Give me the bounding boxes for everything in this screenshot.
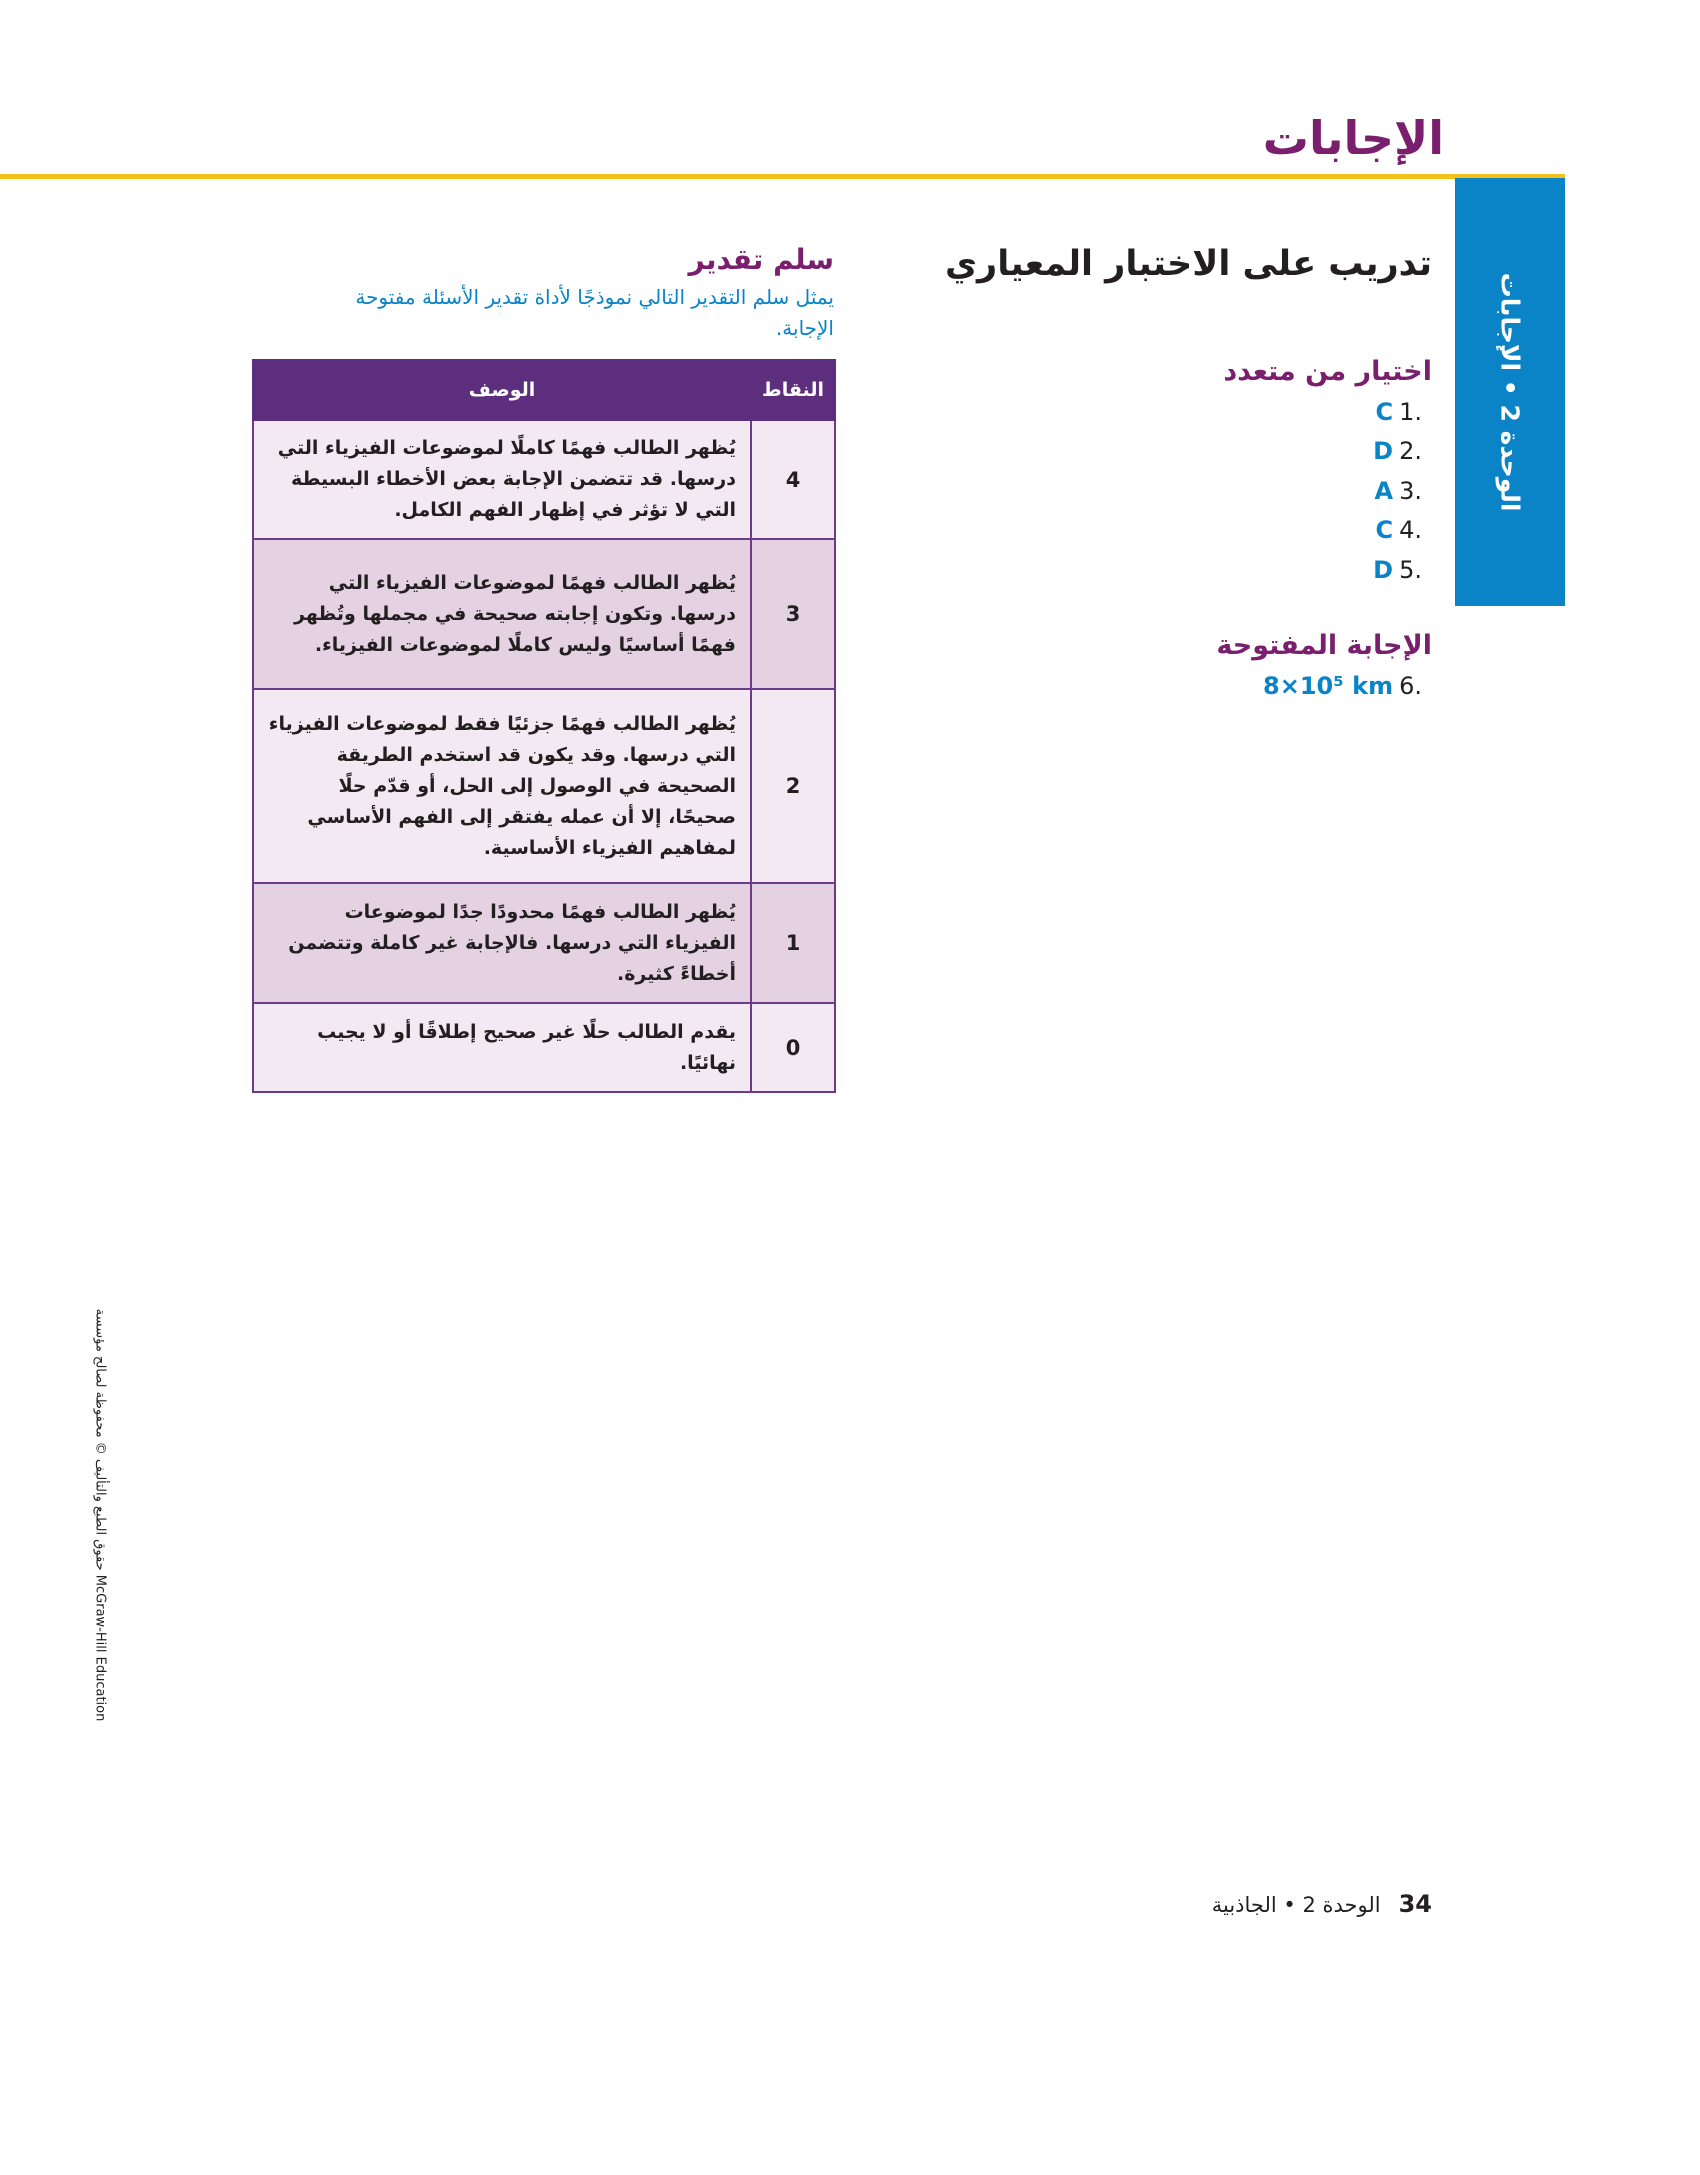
description-cell: يُظهر الطالب فهمًا لموضوعات الفيزياء التي درسها. وتكون إجابته صحيحة في مجملها وتُظهر فهمًا أساسيًا وليس كاملًا لموضوعات الفيزياء.: [253, 539, 751, 689]
page-footer: [1212, 1890, 1432, 1918]
rubric-table: [252, 359, 836, 1093]
answer-value: A: [1374, 477, 1394, 505]
answer-number: .4: [1399, 516, 1422, 544]
description-cell: يُظهر الطالب فهمًا كاملًا لموضوعات الفيزياء التي درسها. قد تتضمن الإجابة بعض الأخطاء البسيطة التي لا تؤثر في إظهار الفهم الكامل.: [253, 420, 751, 539]
answer-value: D: [1373, 437, 1394, 465]
footer-unit-label: الوحدة 2 • الجاذبية: [1211, 1893, 1381, 1917]
table-row: [253, 539, 835, 689]
description-cell: يقدم الطالب حلًا غير صحيح إطلاقًا أو لا يجيب نهائيًا.: [253, 1003, 751, 1092]
answer-item: [1373, 437, 1422, 465]
answer-value: C: [1375, 398, 1394, 426]
table-row: [253, 1003, 835, 1092]
description-header: الوصف: [253, 360, 751, 420]
table-row: [253, 420, 835, 539]
answer-number: .5: [1399, 556, 1422, 584]
answer-item: [1263, 672, 1422, 700]
answer-item: [1373, 556, 1422, 584]
answer-number: .6: [1399, 672, 1422, 700]
answer-value: 8×10⁵ km: [1263, 672, 1394, 700]
open-response-heading: الإجابة المفتوحة: [1216, 630, 1432, 661]
table-row: [253, 883, 835, 1003]
copyright-notice: حقوق الطبع والتأليف © محفوظة لصالح مؤسسة McGraw-Hill Education: [92, 1308, 108, 1722]
answer-number: .1: [1399, 398, 1422, 426]
points-header: النقاط: [751, 360, 835, 420]
points-cell: 1: [751, 883, 835, 1003]
answer-value: C: [1375, 516, 1394, 544]
title-rule: [0, 174, 1565, 179]
side-tab-label: الوحدة 2 • الإجابات: [1495, 272, 1525, 512]
answer-number: .3: [1399, 477, 1422, 505]
table-row: [253, 689, 835, 883]
answer-item: [1375, 477, 1423, 505]
answer-item: [1375, 516, 1422, 544]
multiple-choice-heading: اختيار من متعدد: [1223, 356, 1432, 387]
rubric-header-row: [253, 360, 835, 420]
answer-item: [1375, 398, 1422, 426]
answer-value: D: [1373, 556, 1394, 584]
description-cell: يُظهر الطالب فهمًا محدودًا جدًا لموضوعات الفيزياء التي درسها. فالإجابة غير كاملة وتتضمن أخطاءً كثيرة.: [253, 883, 751, 1003]
points-cell: 2: [751, 689, 835, 883]
rubric-intro: يمثل سلم التقدير التالي نموذجًا لأداة تقدير الأسئلة مفتوحة الإجابة.: [355, 285, 834, 340]
section-title: تدريب على الاختبار المعياري: [944, 244, 1432, 284]
points-cell: 0: [751, 1003, 835, 1092]
page-title: الإجابات: [1262, 111, 1444, 165]
points-cell: 3: [751, 539, 835, 689]
page-number: 34: [1398, 1890, 1432, 1918]
rubric-title: سلم تقدير: [688, 243, 834, 276]
description-cell: يُظهر الطالب فهمًا جزئيًا فقط لموضوعات الفيزياء التي درسها. وقد يكون قد استخدم الطريقة الصحيحة في الوصول إلى الحل، أو قدّم حلًا صحيحًا، إلا أن عمله يفتقر إلى الفهم الأساسي لمفاهيم الفيزياء الأساسية.: [253, 689, 751, 883]
answer-number: .2: [1399, 437, 1422, 465]
points-cell: 4: [751, 420, 835, 539]
